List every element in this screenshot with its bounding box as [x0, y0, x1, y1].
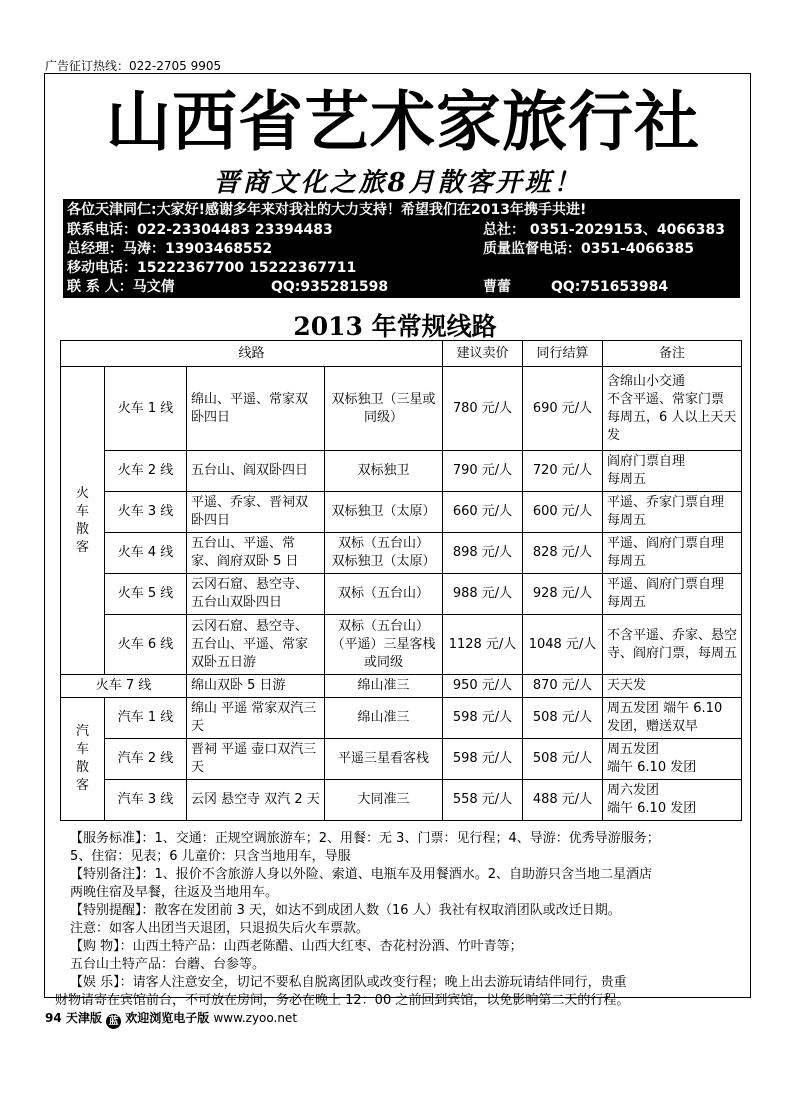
route-hotel: 绵山准三 [325, 698, 443, 739]
agency-name: 山西省艺术家旅行社 [105, 85, 700, 160]
shopping-2: 五台山土特产品：台蘑、台参等。 [70, 957, 266, 972]
contact-person-2: 曹蕾 [483, 279, 511, 295]
route-note: 周五发团 端午 6.10 发团，赠送双早 [603, 698, 742, 739]
route-settle: 928 元/人 [523, 574, 603, 615]
contact-person: 联 系 人：马文倩 [67, 279, 175, 295]
route-line: 火车 5 线 [105, 574, 187, 615]
train-group-char: 车 [75, 503, 89, 519]
page-number: 94 [45, 1011, 62, 1025]
table-header-row [61, 341, 742, 367]
table-row [61, 492, 742, 533]
train-group-label [61, 367, 105, 675]
route-settle: 870 元/人 [523, 675, 603, 698]
header-note: 备注 [603, 341, 742, 367]
route-line: 火车 6 线 [105, 615, 187, 675]
footer-text: 欢迎浏览电子版 [125, 1011, 210, 1025]
route-price: 790 元/人 [443, 451, 523, 492]
route-line: 火车 3 线 [105, 492, 187, 533]
contact-box [63, 199, 740, 298]
route-note: 含绵山小交通 不含平遥、常家门票 每周五，6 人以上天天发 [603, 367, 742, 451]
route-settle: 488 元/人 [523, 780, 603, 821]
contact-qq-2: QQ:751653984 [551, 279, 669, 295]
route-price: 598 元/人 [443, 739, 523, 780]
route-hotel: 大同准三 [325, 780, 443, 821]
route-destinations: 绵山、平遥、常家双卧四日 [187, 367, 325, 451]
route-hotel: 绵山准三 [325, 675, 443, 698]
contact-qq: QQ:935281598 [271, 279, 389, 295]
route-hotel: 平遥三星看客栈 [325, 739, 443, 780]
route-line: 火车 2 线 [105, 451, 187, 492]
slogan: 晋商文化之旅8月散客开班！ [213, 168, 583, 198]
table-row [61, 451, 742, 492]
route-settle: 720 元/人 [523, 451, 603, 492]
contact-phone: 联系电话：022-23304483 23394483 [67, 222, 333, 238]
route-settle: 690 元/人 [523, 367, 603, 451]
routes-table [60, 340, 742, 821]
route-destinations: 晋祠 平遥 壶口双汽三天 [187, 739, 325, 780]
hq-phone: 总社： 0351-2029153、4066383 [483, 222, 726, 238]
footer [45, 1009, 297, 1029]
route-hotel: 双标独卫 [325, 451, 443, 492]
header-settle: 同行结算 [523, 341, 603, 367]
header-route: 线路 [61, 341, 443, 367]
special-reminder-2: 注意：如客人出团当天退团，只退损失后火车票款。 [70, 921, 370, 936]
footer-site[interactable]: www.zyoo.net [213, 1011, 298, 1025]
route-destinations: 绵山双卧 5 日游 [187, 675, 325, 698]
quality-phone: 质量监督电话：0351-4066385 [483, 241, 694, 257]
route-note: 平遥、阎府门票自理 每周五 [603, 533, 742, 574]
section-title: 2013 年常规线路 [293, 312, 497, 341]
route-hotel: 双标（五台山） 双标独卫（太原） [325, 533, 443, 574]
table-row [61, 698, 742, 739]
route-hotel: 双标（五台山） [325, 574, 443, 615]
service-standard: 【服务标准】：1、交通：正规空调旅游车；2、用餐：无 3、门票：见行程；4、导游：优秀导游服务； [70, 831, 660, 846]
route-line: 火车 1 线 [105, 367, 187, 451]
route-note: 平遥、乔家门票自理 每周五 [603, 492, 742, 533]
route-note: 天天发 [603, 675, 742, 698]
route-line: 火车 4 线 [105, 533, 187, 574]
route-settle: 600 元/人 [523, 492, 603, 533]
special-note-2: 两晚住宿及早餐，往返及当地用车。 [70, 885, 279, 900]
route-destinations: 平遥、乔家、晋祠双卧四日 [187, 492, 325, 533]
bus-group-char: 客 [75, 778, 89, 793]
entertainment-2: 财物请寄在宾馆前台，不可放在房间，务必在晚上 12：00 之前回到宾馆，以免影响第二天的行程。 [55, 993, 630, 1008]
special-note: 【特别备注】：1、报价不含旅游人身以外险、索道、电瓶车及用餐酒水。2、自助游只含当地二星酒店 [70, 867, 653, 882]
mobile-phone: 移动电话：15222367700 15222367711 [67, 260, 357, 276]
service-standard-2: 5、住宿：见表；6 儿童价：只含当地用车，导服 [70, 849, 351, 864]
route-price: 660 元/人 [443, 492, 523, 533]
bus-group-char: 散 [75, 760, 89, 775]
table-row [61, 533, 742, 574]
route-settle: 828 元/人 [523, 533, 603, 574]
bus-group-label [61, 698, 105, 821]
table-row [61, 780, 742, 821]
route-settle: 508 元/人 [523, 739, 603, 780]
train-group-char: 火 [75, 485, 89, 501]
shopping: 【购 物】：山西土特产品：山西老陈醋、山西大红枣、杏花村汾酒、竹叶青等； [70, 939, 523, 954]
train-group-char: 客 [75, 539, 89, 555]
edition: 天津版 [65, 1011, 102, 1025]
route-note: 阎府门票自理 每周五 [603, 451, 742, 492]
entertainment: 【娱 乐】：请客人注意安全，切记不要私自脱离团队或改变行程；晚上出去游玩请结伴同行，贵重 [70, 975, 627, 990]
brand-logo-icon: 蓝 [106, 1014, 121, 1029]
notes [55, 830, 740, 1010]
route-note: 周六发团 端午 6.10 发团 [603, 780, 742, 821]
greeting: 各位天津同仁:大家好!感谢多年来对我社的大力支持！希望我们在2013年携手共进! [67, 202, 587, 218]
route-destinations: 云冈石窟、悬空寺、五台山、平遥、常家双卧五日游 [187, 615, 325, 675]
route-line: 火车 7 线 [61, 675, 187, 698]
route-destinations: 五台山、阎双卧四日 [187, 451, 325, 492]
route-price: 1128 元/人 [443, 615, 523, 675]
table-row [61, 367, 742, 451]
route-price: 988 元/人 [443, 574, 523, 615]
route-line: 汽车 2 线 [105, 739, 187, 780]
route-hotel: 双标独卫（太原） [325, 492, 443, 533]
route-price: 558 元/人 [443, 780, 523, 821]
route-settle: 508 元/人 [523, 698, 603, 739]
bus-group-char: 车 [75, 742, 89, 757]
route-price: 950 元/人 [443, 675, 523, 698]
route-line: 汽车 3 线 [105, 780, 187, 821]
route-destinations: 绵山 平遥 常家双汽三天 [187, 698, 325, 739]
header-price: 建议卖价 [443, 341, 523, 367]
route-price: 598 元/人 [443, 698, 523, 739]
table-row [61, 739, 742, 780]
route-price: 898 元/人 [443, 533, 523, 574]
route-note: 平遥、阎府门票自理 每周五 [603, 574, 742, 615]
route-hotel: 双标（五台山） （平遥）三星客栈或同级 [325, 615, 443, 675]
route-destinations: 五台山、平遥、常家、阎府双卧 5 日 [187, 533, 325, 574]
manager-phone: 总经理：马涛：13903468552 [67, 241, 273, 257]
route-settle: 1048 元/人 [523, 615, 603, 675]
table-row [61, 574, 742, 615]
table-row [61, 675, 742, 698]
ad-hotline: 广告征订热线：022-2705 9905 [45, 59, 222, 73]
route-note: 不含平遥、乔家、悬空寺、阎府门票，每周五 [603, 615, 742, 675]
route-line: 汽车 1 线 [105, 698, 187, 739]
bus-group-char: 汽 [75, 724, 89, 739]
train-group-char: 散 [75, 521, 89, 537]
route-destinations: 云冈 悬空寺 双汽 2 天 [187, 780, 325, 821]
route-note: 周五发团 端午 6.10 发团 [603, 739, 742, 780]
route-price: 780 元/人 [443, 367, 523, 451]
special-reminder: 【特别提醒】：散客在发团前 3 天，如达不到成团人数（16 人）我社有权取消团队或改迁日期。 [70, 903, 621, 918]
table-row [61, 615, 742, 675]
route-hotel: 双标独卫（三星或同级） [325, 367, 443, 451]
route-destinations: 云冈石窟、悬空寺、五台山双卧四日 [187, 574, 325, 615]
